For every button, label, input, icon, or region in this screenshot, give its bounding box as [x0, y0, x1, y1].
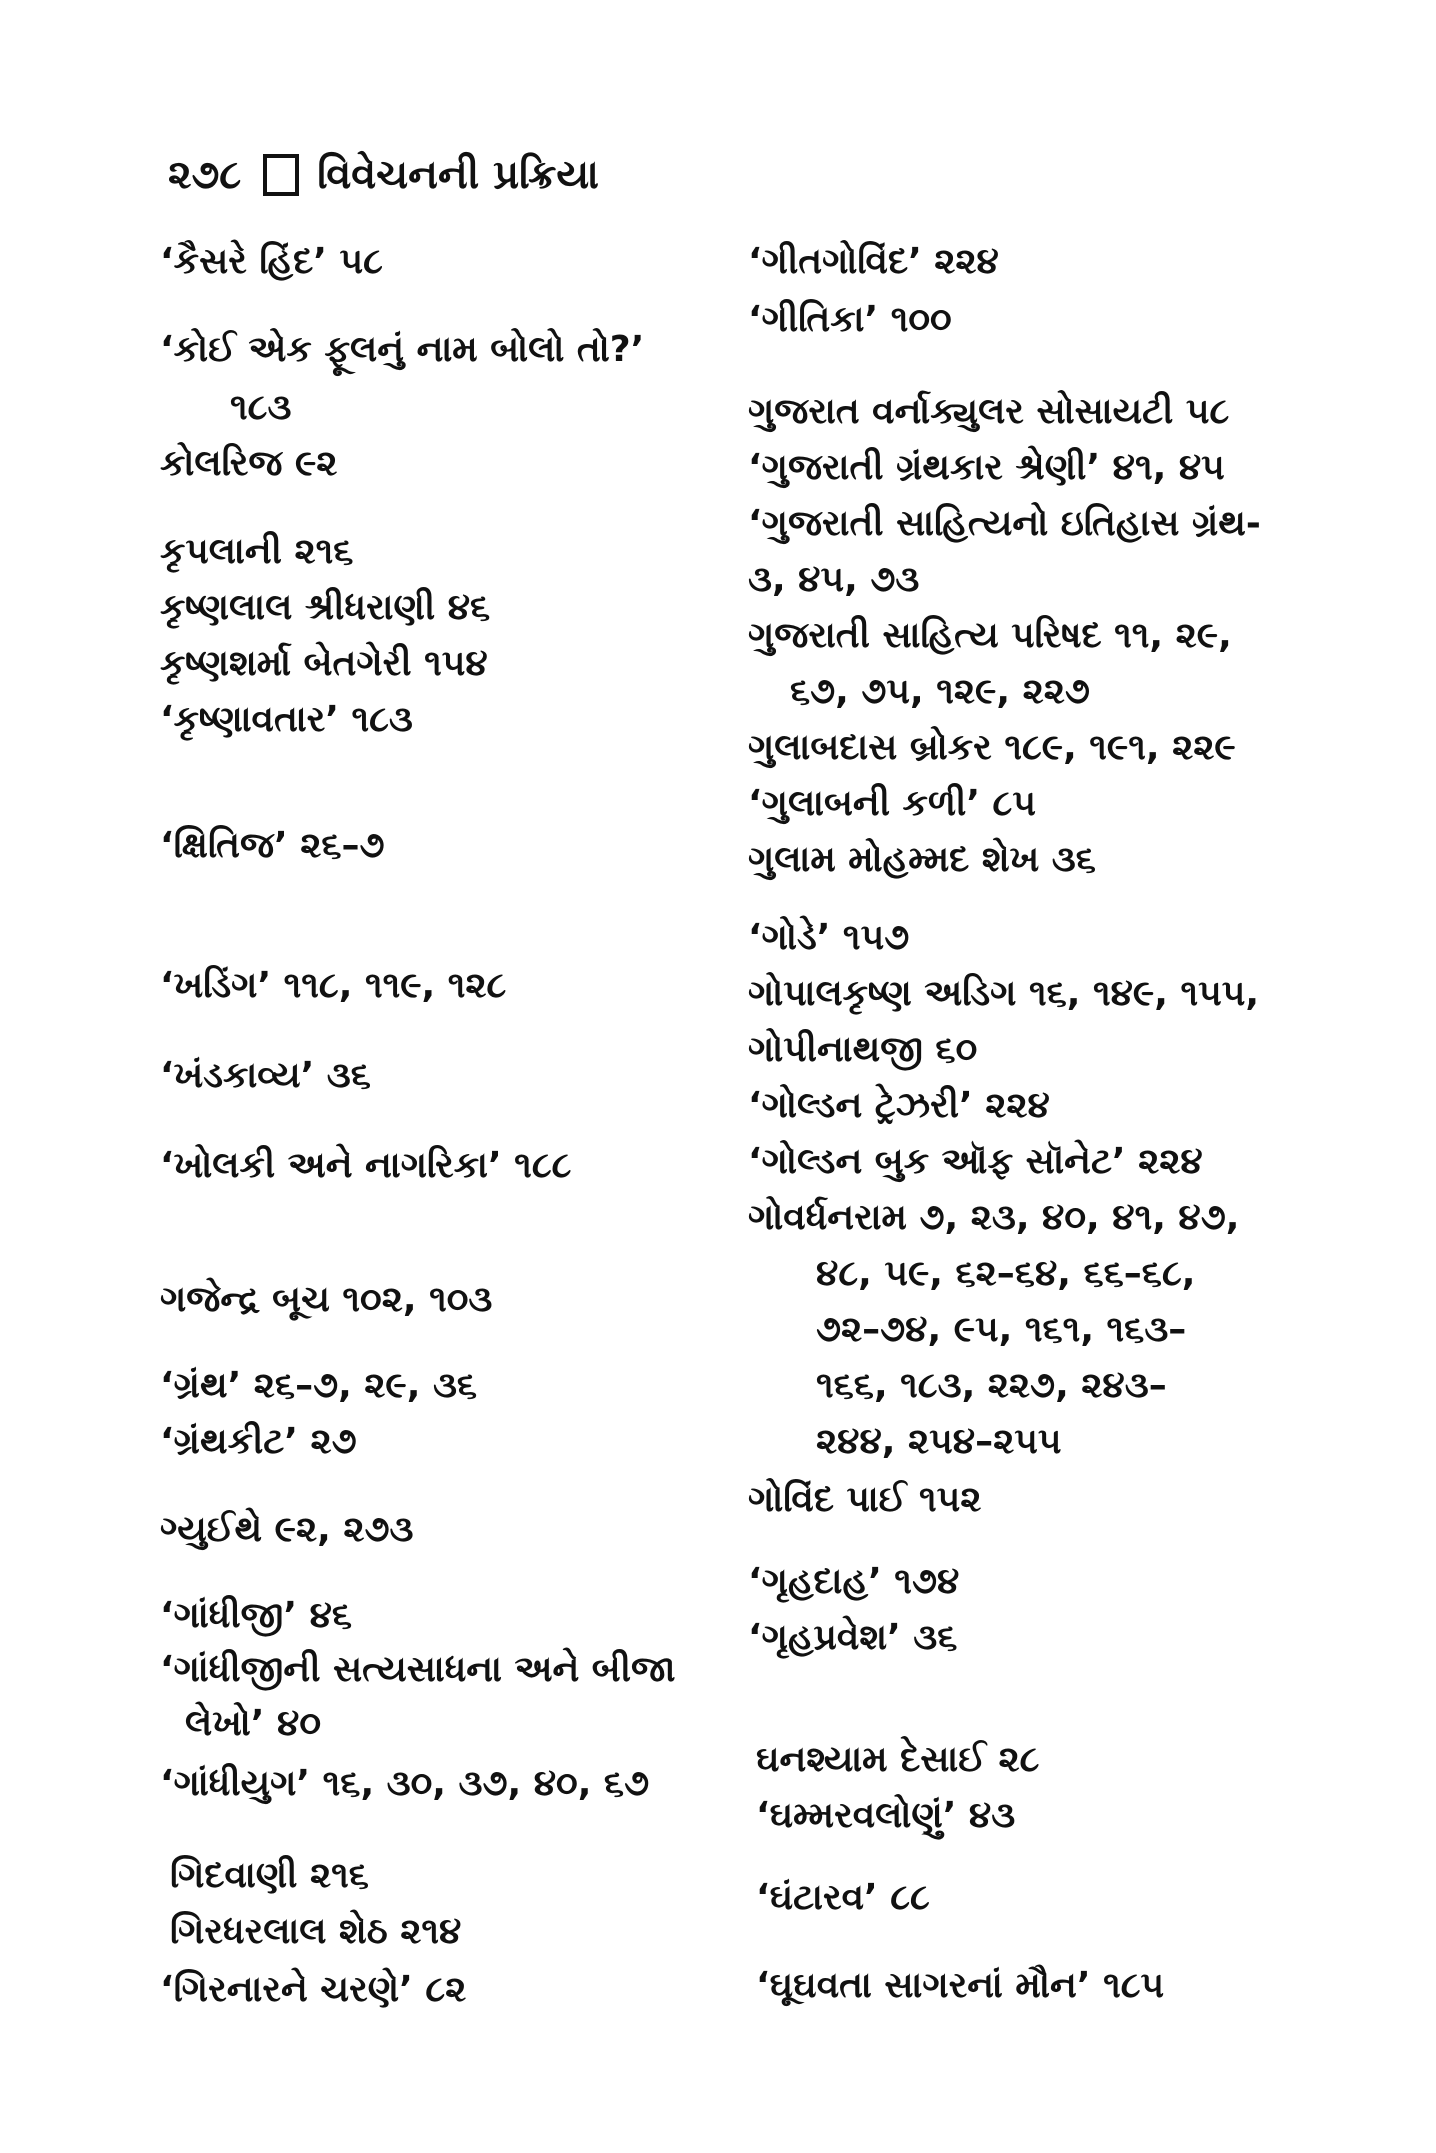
- index-entry: ‘ક્ષિતિજ’ ૨૬–૭: [160, 825, 385, 866]
- index-entry: ‘ઘંટારવ’ ૮૮: [756, 1877, 930, 1918]
- index-entry: ‘ખડિંગ’ ૧૧૮, ૧૧૯, ૧૨૮: [160, 965, 507, 1006]
- index-entry: ગિરધરલાલ શેઠ ૨૧૪: [170, 1911, 462, 1952]
- index-entry: ગજેન્દ્ર બૂચ ૧૦૨, ૧૦૩: [160, 1279, 493, 1320]
- index-entry: ‘ગુજરાતી સાહિત્યનો ઇતિહાસ ગ્રંથ-: [748, 503, 1261, 544]
- index-entry: ગ્યુઈથે ૯૨, ૨૭૩: [160, 1509, 414, 1550]
- index-entry: ગોપીનાથજી ૬૦: [748, 1029, 978, 1070]
- index-entry-continuation: ૧૬૬, ૧૮૩, ૨૨૭, ૨૪૩–: [816, 1365, 1167, 1406]
- index-entry: ગિદવાણી ૨૧૬: [170, 1855, 369, 1896]
- index-entry-continuation: ૪૮, ૫૯, ૬૨–૬૪, ૬૬–૬૮,: [816, 1253, 1196, 1294]
- index-entry: ગોવિંદ પાઈ ૧૫૨: [748, 1479, 982, 1520]
- index-entry: ‘ગ્રંથકીટ’ ૨૭: [160, 1421, 357, 1462]
- index-entry: ‘ગુલાબની કળી’ ૮૫: [748, 783, 1037, 824]
- index-entry: કૃપલાની ૨૧૬: [160, 531, 354, 572]
- index-entry: ‘ગોલ્ડન ટ્રેઝરી’ ૨૨૪: [748, 1085, 1050, 1126]
- index-entry: ‘ખોલકી અને નાગરિકા’ ૧૮૮: [160, 1145, 572, 1186]
- index-entry: ગુજરાત વર્નાક્યુલર સોસાયટી ૫૮: [748, 391, 1230, 432]
- book-title: વિવેચનની પ્રક્રિયા: [317, 152, 599, 198]
- index-entry: ‘ગ્રંથ’ ૨૬–૭, ૨૯, ૩૬: [160, 1365, 478, 1406]
- square-ornament-icon: [263, 154, 299, 196]
- index-entry: ‘ગીતગોવિંદ’ ૨૨૪: [748, 241, 999, 282]
- index-entry: કૃષ્ણલાલ શ્રીધરાણી ૪૬: [160, 587, 491, 628]
- index-entry: ‘ઘમ્મરવલોણું’ ૪૩: [756, 1795, 1016, 1836]
- index-entry: ગોપાલકૃષ્ણ અડિગ ૧૬, ૧૪૯, ૧૫૫,: [748, 973, 1260, 1014]
- index-entry: ‘ગિરનારને ચરણે’ ૮૨: [160, 1969, 467, 2010]
- index-entry: ‘ગોલ્ડન બુક ઑફ સૉનેટ’ ૨૨૪: [748, 1141, 1203, 1182]
- index-entry-continuation: લેખો’ ૪૦: [185, 1703, 322, 1744]
- index-entry: કોલરિજ ૯૨: [160, 443, 338, 484]
- page-header: [168, 152, 599, 198]
- index-entry: ‘ગોડે’ ૧૫૭: [748, 917, 910, 958]
- index-entry: ‘ગાંધીજીની સત્યસાધના અને બીજા: [160, 1649, 676, 1690]
- index-entry: ‘ગુજરાતી ગ્રંથકાર શ્રેણી’ ૪૧, ૪૫: [748, 447, 1225, 488]
- index-entry: ‘કૈસરે હિંદ’ ૫૮: [160, 241, 383, 282]
- index-entry: ‘ગૃહપ્રવેશ’ ૩૬: [748, 1617, 958, 1658]
- index-entry: ગુલાબદાસ બ્રોકર ૧૮૯, ૧૯૧, ૨૨૯: [748, 727, 1236, 768]
- index-entry: ‘ગાંધીજી’ ૪૬: [160, 1595, 353, 1636]
- index-entry: ઘનશ્યામ દેસાઈ ૨૮: [756, 1739, 1040, 1780]
- index-entry-continuation: ૬૭, ૭૫, ૧૨૯, ૨૨૭: [790, 671, 1090, 712]
- index-entry: ગુલામ મોહમ્મદ શેખ ૩૬: [748, 839, 1096, 880]
- index-entry: ‘ગૃહદાહ’ ૧૭૪: [748, 1561, 960, 1602]
- index-entry: ‘ગીતિકા’ ૧૦૦: [748, 299, 952, 340]
- index-entry: ‘કોઈ એક ફૂલનું નામ બોલો તો?’: [160, 329, 645, 370]
- index-entry: ‘કૃષ્ણાવતાર’ ૧૮૩: [160, 699, 413, 740]
- page-number: ૨૭૮: [168, 152, 242, 198]
- index-entry: ગુજરાતી સાહિત્ય પરિષદ ૧૧, ૨૯,: [748, 615, 1232, 656]
- index-entry-continuation: ૧૮૩: [230, 387, 292, 428]
- index-entry-continuation: ૭૨–૭૪, ૯૫, ૧૬૧, ૧૬૩–: [816, 1309, 1187, 1350]
- index-entry: ગોવર્ધનરામ ૭, ૨૩, ૪૦, ૪૧, ૪૭,: [748, 1197, 1240, 1238]
- index-entry: ‘ઘૂઘવતા સાગરનાં મૌન’ ૧૮૫: [756, 1965, 1165, 2006]
- index-entry: કૃષ્ણશર્મા બેતગેરી ૧૫૪: [160, 643, 488, 684]
- index-entry-continuation: ૨૪૪, ૨૫૪–૨૫૫: [816, 1421, 1062, 1462]
- index-entry: ‘ગાંધીયુગ’ ૧૬, ૩૦, ૩૭, ૪૦, ૬૭: [160, 1763, 650, 1804]
- index-entry-continuation: ૩, ૪૫, ૭૩: [748, 559, 920, 600]
- index-entry: ‘ખંડકાવ્ય’ ૩૬: [160, 1055, 371, 1096]
